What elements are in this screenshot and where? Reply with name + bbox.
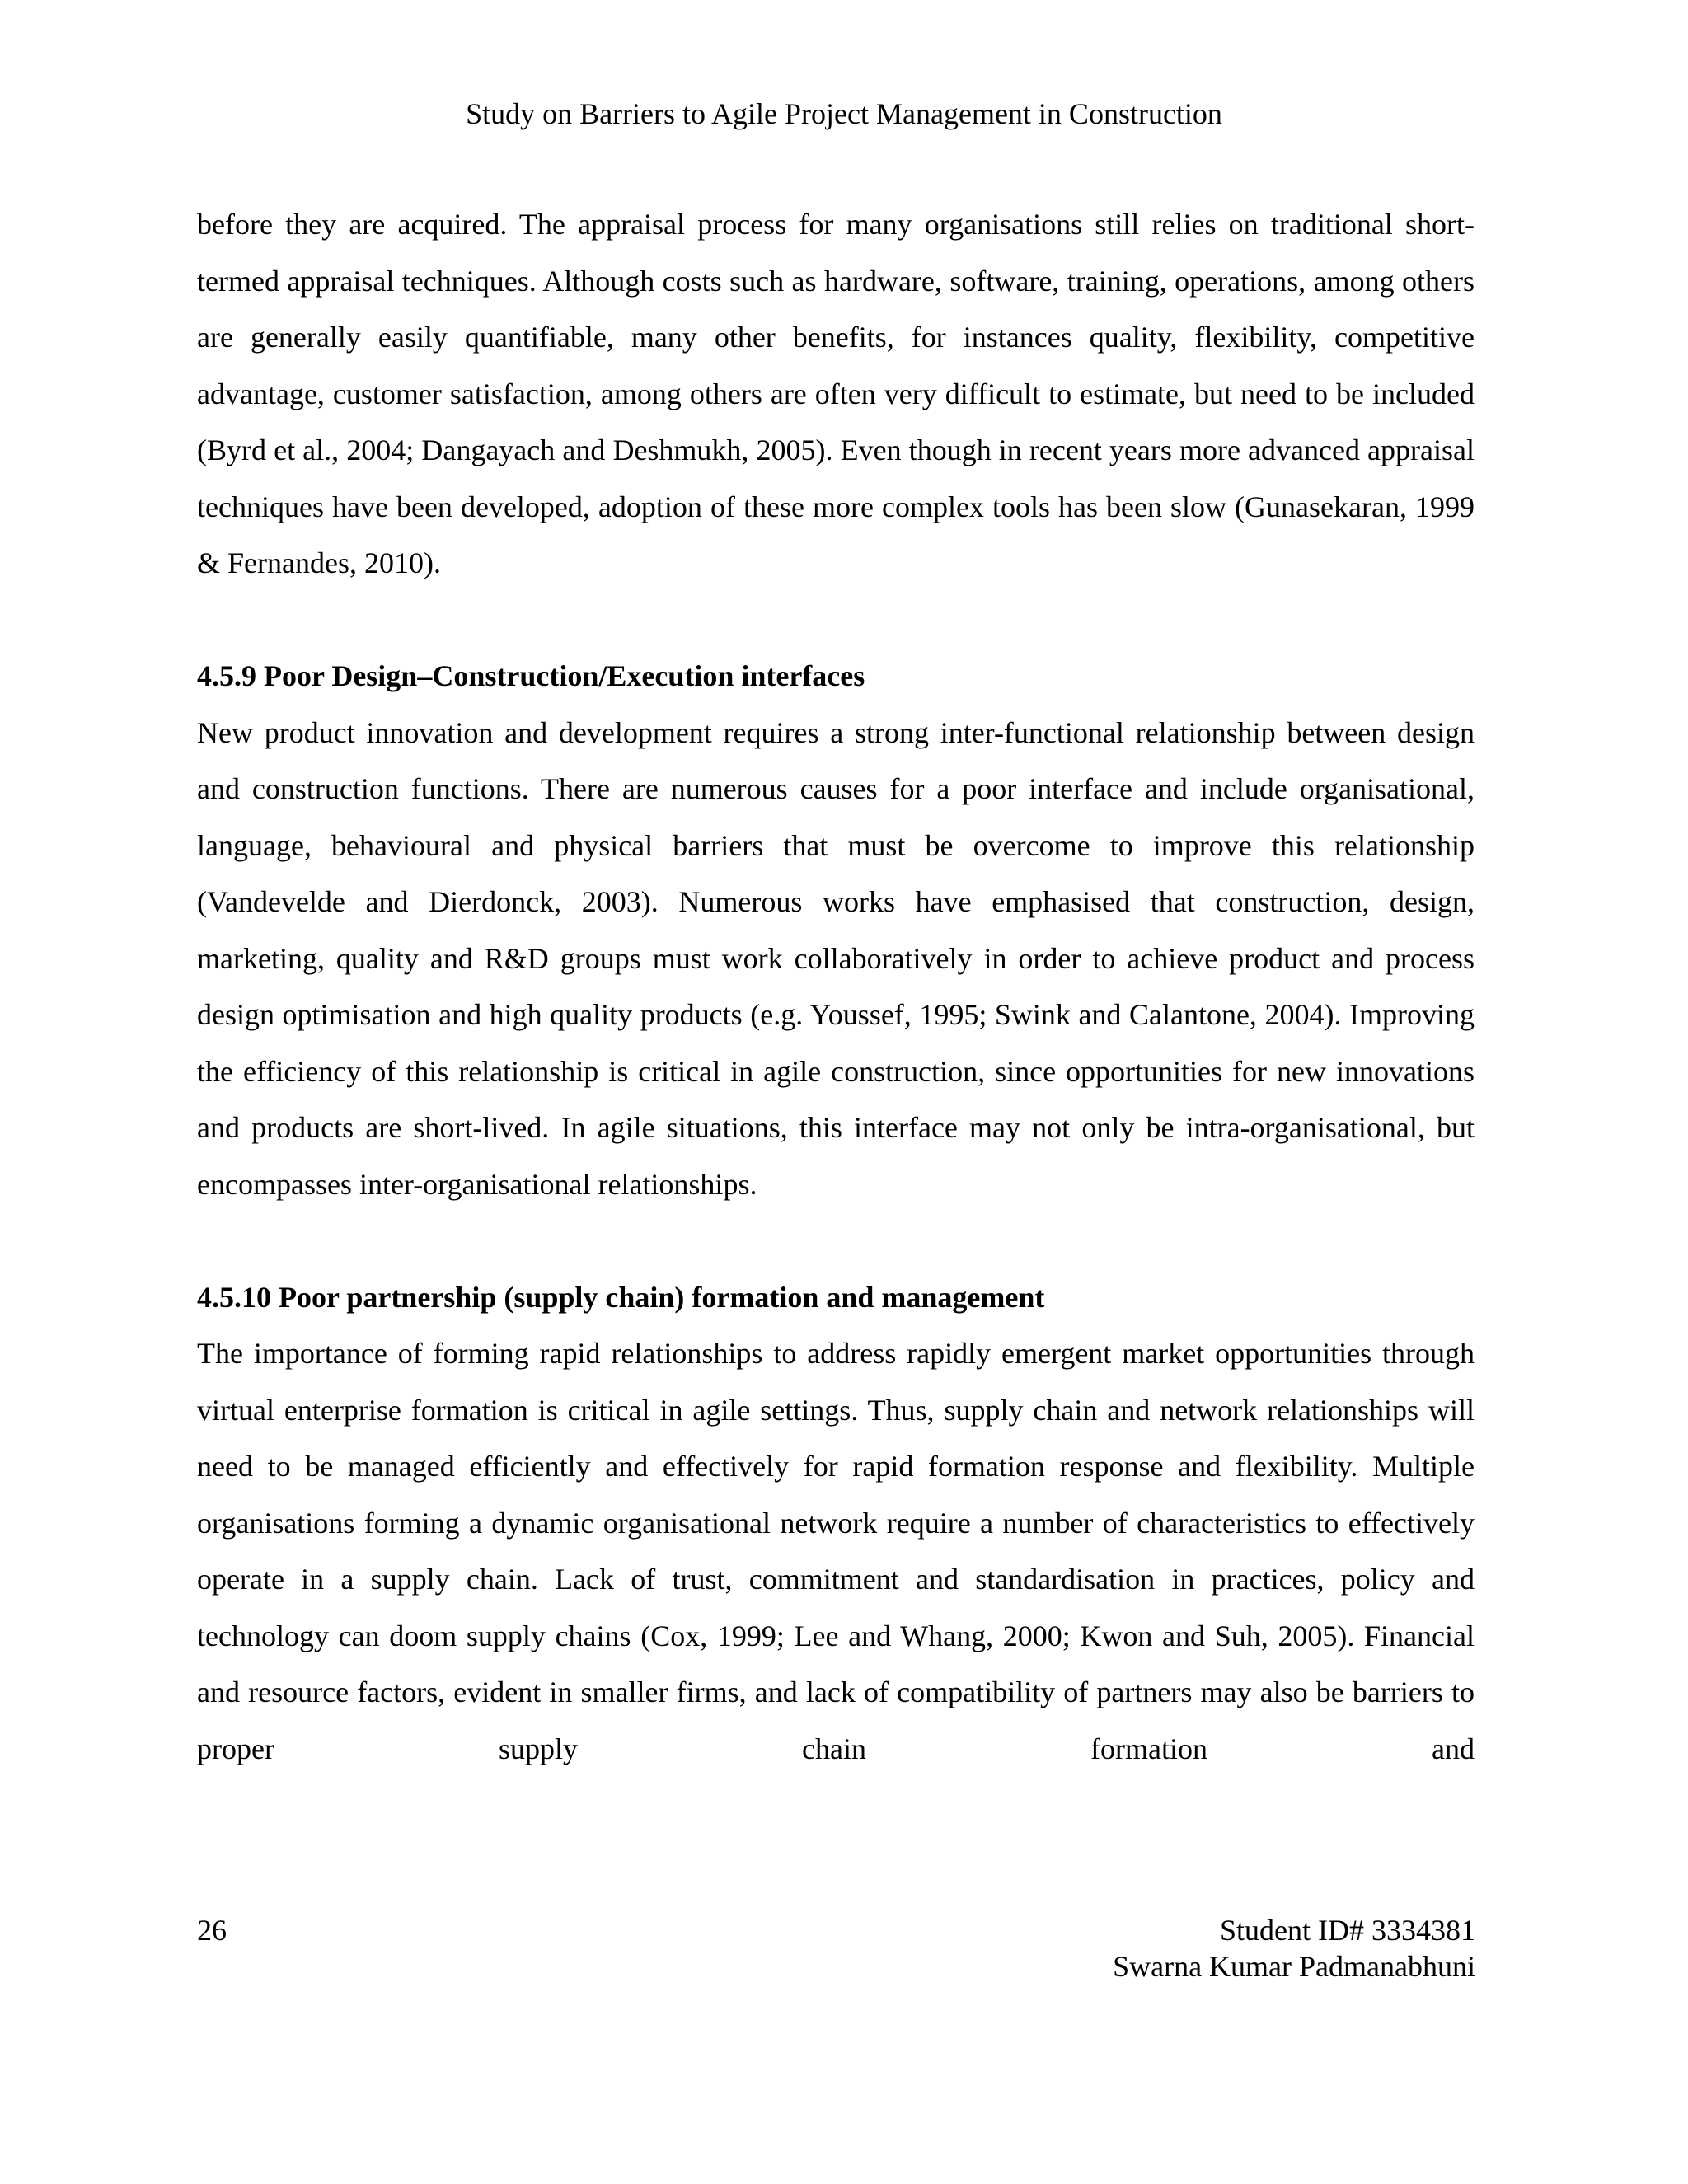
author-name: Swarna Kumar Padmanabhuni <box>1113 1950 1475 1983</box>
page-number: 26 <box>197 1914 227 1947</box>
section-paragraph-4-5-9: New product innovation and development requires a strong inter-functional relationship between design and construction functions. There are numerous causes for a poor interface and include organisational, language, behavioural and physical barriers that must be overcome to improve this relationship (Vandevelde and Dierdonck, 2003). Numerous works have emphasised that construction, design, marketing, quality and R&D groups must work collaboratively in order to achieve product and process design optimisation and high quality products (e.g. Youssef, 1995; Swink and Calantone, 2004). Improving the efficiency of this relationship is critical in agile construction, since opportunities for new innovations and products are short-lived. In agile situations, this interface may not only be intra-organisational, but encompasses inter-organisational relationships. <box>197 715 1475 1201</box>
page-body <box>197 196 1475 1777</box>
student-id: Student ID# 3334381 <box>1220 1914 1475 1947</box>
section-heading-4-5-9: 4.5.9 Poor Design–Construction/Execution interfaces <box>197 659 865 692</box>
section-paragraph-4-5-10: The importance of forming rapid relationships to address rapidly emergent market opportunities through virtual enterprise formation is critical in agile settings. Thus, supply chain and network relationships will need to be managed efficiently and effectively for rapid formation response and flexibility. Multiple organisations forming a dynamic organisational network require a number of characteristics to effectively operate in a supply chain. Lack of trust, commitment and standardisation in practices, policy and technology can doom supply chains (Cox, 1999; Lee and Whang, 2000; Kwon and Suh, 2005). Financial and resource factors, evident in smaller firms, and lack of compatibility of partners may also be barriers to proper supply chain formation and <box>197 1337 1475 1765</box>
intro-paragraph: before they are acquired. The appraisal process for many organisations still relies on traditional short-termed appraisal techniques. Although costs such as hardware, software, training, operations, among others are generally easily quantifiable, many other benefits, for instances quality, flexibility, competitive advantage, customer satisfaction, among others are often very difficult to estimate, but need to be included (Byrd et al., 2004; Dangayach and Deshmukh, 2005). Even though in recent years more advanced appraisal techniques have been developed, adoption of these more complex tools has been slow (Gunasekaran, 1999 & Fernandes, 2010). <box>197 208 1475 579</box>
running-header: Study on Barriers to Agile Project Management in Construction <box>466 97 1222 130</box>
footer-author-block <box>1113 1912 1475 1985</box>
section-heading-4-5-10: 4.5.10 Poor partnership (supply chain) formation and management <box>197 1280 1045 1314</box>
